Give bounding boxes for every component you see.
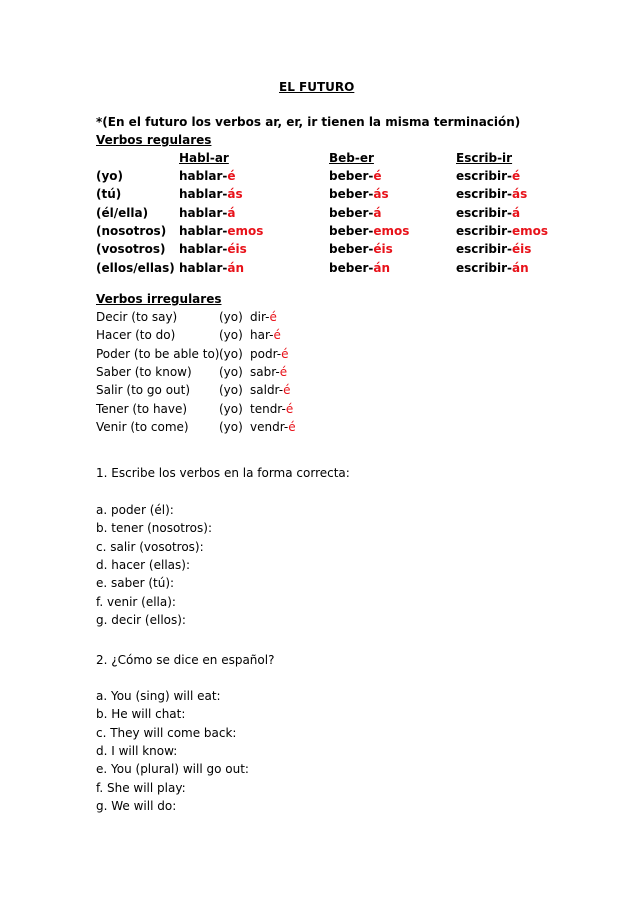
exercise-2-item: d. I will know: [96,743,178,758]
conjugation-cell [329,240,393,258]
verb-ending: emos [227,223,264,238]
conjugation-cell [179,222,263,240]
verb-base: escribir- [456,242,513,257]
exercise-1-item: f. venir (ella): [96,594,176,609]
exercise-2-item: c. They will come back: [96,725,237,740]
conjugation-cell [456,204,520,222]
conjugation-cell [456,185,527,203]
irregular-form [250,326,281,344]
column-header-er: Beb-er [329,151,374,165]
irregular-stem: har- [250,328,274,343]
verb-base: escribir- [456,260,513,275]
irregular-form [250,400,293,418]
irregular-pronoun: (yo) [219,401,243,416]
verb-base: beber- [329,187,374,202]
conjugation-cell [179,204,235,222]
verb-base: beber- [329,223,374,238]
verb-base: hablar- [179,242,228,257]
verb-base: hablar- [179,223,228,238]
irregular-verb-label: Poder (to be able to) [96,346,220,361]
irregular-stem: saldr- [250,383,284,398]
conjugation-cell [456,222,548,240]
pronoun-label: (nosotros) [96,223,167,238]
verb-base: beber- [329,260,374,275]
irregular-ending: é [269,310,277,324]
exercise-1-item: d. hacer (ellas): [96,557,190,572]
irregular-stem: tendr- [250,401,286,416]
verb-base: escribir- [456,205,513,220]
irregular-verb-label: Venir (to come) [96,419,189,434]
verb-base: hablar- [179,169,228,183]
exercise-2-item: f. She will play: [96,780,186,795]
verb-ending: éis [227,242,247,257]
irregular-pronoun: (yo) [219,364,243,379]
verb-ending: é [227,169,236,183]
conjugation-cell [456,240,531,258]
verb-base: beber- [329,242,374,257]
exercise-1-item: g. decir (ellos): [96,612,186,627]
verb-ending: án [512,260,529,275]
verb-ending: á [227,205,236,220]
verb-ending: emos [373,223,410,238]
column-header-ar: Habl-ar [179,151,229,165]
verb-base: hablar- [179,260,228,275]
conjugation-cell [456,167,520,185]
irregular-form [250,381,290,399]
irregular-ending: é [285,401,294,416]
verb-base: beber- [329,205,374,220]
verb-ending: éis [512,242,532,257]
pronoun-label: (vosotros) [96,242,166,257]
irregular-stem: dir- [250,310,270,324]
irregular-verb-label: Salir (to go out) [96,383,191,398]
irregular-pronoun: (yo) [219,328,243,343]
irregular-pronoun: (yo) [219,419,243,434]
irregular-form [250,363,287,381]
irregular-verbs-heading: Verbos irregulares [96,292,222,306]
irregular-form [250,418,296,436]
pronoun-label: (yo) [96,169,124,183]
irregular-stem: vendr- [250,419,289,434]
verb-ending: é [512,169,521,183]
verb-ending: emos [512,223,549,238]
irregular-verb-label: Hacer (to do) [96,328,176,343]
verb-base: hablar- [179,187,228,202]
conjugation-cell [179,259,244,277]
conjugation-cell [456,259,529,277]
irregular-pronoun: (yo) [219,310,243,324]
verb-ending: é [373,169,382,183]
verb-base: beber- [329,169,374,183]
exercise-1-item: c. salir (vosotros): [96,539,204,554]
irregular-ending: é [281,346,289,361]
conjugation-cell [179,167,235,185]
verb-ending: ás [373,187,389,202]
irregular-stem: sabr- [250,364,280,379]
exercise-1-instruction: 1. Escribe los verbos en la forma correcta: [96,466,350,480]
conjugation-cell [329,204,381,222]
irregular-ending: é [273,328,281,343]
exercise-1-item: e. saber (tú): [96,576,175,591]
verb-ending: ás [512,187,528,202]
exercise-2-item: a. You (sing) will eat: [96,689,221,703]
verb-base: escribir- [456,223,513,238]
verb-ending: á [512,205,521,220]
pronoun-label: (tú) [96,187,122,202]
irregular-ending: é [279,364,288,379]
verb-base: hablar- [179,205,228,220]
irregular-form [250,345,288,363]
irregular-pronoun: (yo) [219,346,243,361]
exercise-1-item: b. tener (nosotros): [96,521,212,536]
irregular-form [250,308,277,326]
regular-verbs-heading: Verbos regulares [96,133,212,147]
irregular-stem: podr- [250,346,282,361]
pronoun-label: (ellos/ellas) [96,260,175,275]
conjugation-cell [179,240,247,258]
conjugation-cell [329,259,390,277]
conjugation-cell [179,185,243,203]
irregular-verb-label: Saber (to know) [96,364,192,379]
irregular-pronoun: (yo) [219,383,243,398]
conjugation-cell [329,185,389,203]
exercise-2-item: g. We will do: [96,798,177,813]
pronoun-label: (él/ella) [96,205,149,220]
verb-ending: án [373,260,390,275]
page-title: EL FUTURO [279,80,355,94]
verb-base: escribir- [456,187,513,202]
irregular-verb-label: Decir (to say) [96,310,178,324]
verb-ending: ás [227,187,243,202]
exercise-1-item: a. poder (él): [96,503,174,517]
column-header-ir: Escrib-ir [456,151,513,165]
exercise-2-item: e. You (plural) will go out: [96,762,249,777]
conjugation-cell [329,167,382,185]
exercise-2-instruction: 2. ¿Cómo se dice en español? [96,653,275,667]
verb-ending: án [227,260,244,275]
intro-note: *(En el futuro los verbos ar, er, ir tienen la misma terminación) [96,115,521,129]
conjugation-cell [329,222,409,240]
verb-base: escribir- [456,169,513,183]
irregular-ending: é [283,383,291,398]
verb-ending: á [373,205,382,220]
irregular-verb-label: Tener (to have) [96,401,188,416]
irregular-ending: é [288,419,296,434]
exercise-2-item: b. He will chat: [96,707,186,722]
verb-ending: éis [373,242,393,257]
